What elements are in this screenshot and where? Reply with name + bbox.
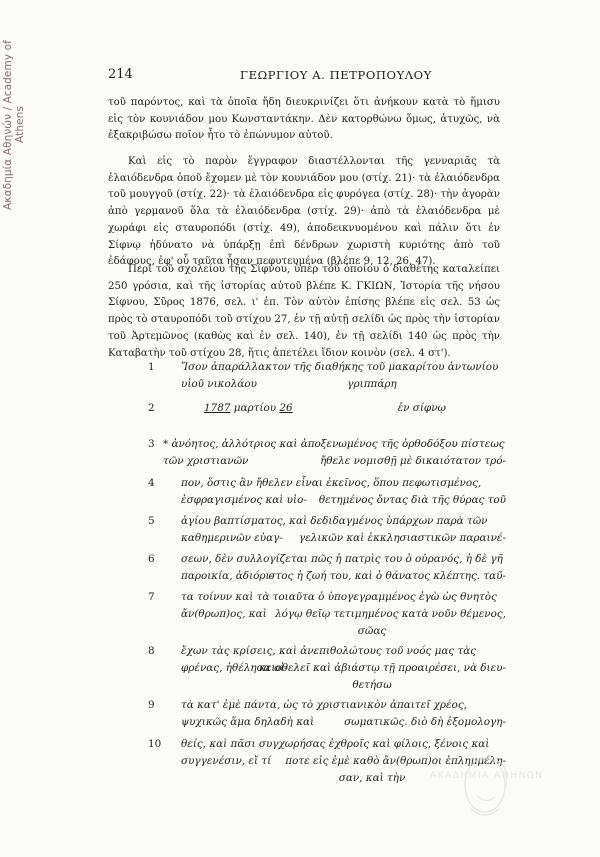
line-continuation: γελικῶν καὶ ἐκκλησιαστικῶν παραινέ- [298,532,506,544]
line-number: 3 [148,438,155,450]
line-continuation-2: σῶας [357,625,387,637]
paragraph-2 [108,154,500,271]
paragraph-text: Περὶ τοῦ σχολείου τῆς Σίφνου, ὑπὲρ τοῦ ὁποίου ὁ διαθέτης καταλείπει 250 γρόσια, καὶ τῆς ἱστορίας αὐτοῦ βλέπε Κ. ΓΚΙΩΝ, Ἱστορία τῆς νήσου Σίφνου, Σῦρος 1876, σελ. ι' ἐπ. Τὸν αὐτὸν ἐπίσης βλέπε εἰς σελ. 53 ὡς πρὸς τὸ σταυροπόδι τοῦ στίχου 27, ἐν τῇ αὐτῇ σελίδι ὡς πρὸς τὴν ἱστορίαν τοῦ Ἀρτεμῶνος (καθὼς καὶ ἐν σελ. 140), ἐν τῇ σελίδι 140 ὡς πρὸς τὴν Καταβατὴν τοῦ στίχου 28, ἥτις ἀπετέλει ἴδιον κοινὸν (σελ. 4 στ'). [108,264,500,359]
line-text: τα τοίνυν καὶ τὰ τοιαῦτα ὁ ὑπογεγραμμένος ἐγὼ ὡς θνητὸς ἄν(θρωπ)ος, καὶ [181,591,497,620]
document-line-7 [108,589,506,643]
line-text: σεων, δὲν συλλογίζεται πῶς ἡ πατρὶς του ὁ οὐρανός, ἡ δὲ γῆ παροικία, ἀδιόρι- [181,553,503,582]
line-text: πον, ὅστις ἂν ἤθελεν εἶναι ἐκεῖνος, ὅπου πεφωτισμένος, ἐσφραγισμένος καὶ υἱο- [181,477,482,506]
line-number: 8 [148,645,155,657]
line-continuation: σωματικῶς. διὸ δὴ ἐξομολογη- [344,716,506,728]
date-place: ἐν σίφνῳ [397,402,446,414]
academy-watermark [385,745,585,825]
date-day: 26 [279,402,293,414]
date-month: μαρτίου [233,402,277,414]
line-text: τὰ κατ' ἐμὲ πάντα, ὡς τὸ χριστιανικὸν ἀπαιτεῖ χρέος, ψυχικῶς ἅμα δηλαδὴ καὶ [181,699,467,728]
line-number: 7 [148,591,155,603]
line-continuation: γριππάρη [347,378,397,390]
paragraph-text: τοῦ παρόντος, καὶ τὰ ὁποῖα ἤδη διευκρινίζει ὅτι ἀνήκουν κατὰ τὸ ἥμισυ εἰς τὸν κουνιάδον μου Κωνσταντάκην. Δὲν κατορθώνω ὅμως, ἀτυχῶς, νὰ ἐξακριβώσω ποῖον ἦτο τὸ ἐπώνυμον αὐτοῦ. [108,97,500,142]
date-line [204,400,506,417]
archive-side-label: Ακαδημία Αθηνών / Academy of Athens [2,40,26,210]
line-number: 10 [148,738,162,750]
document-line-6 [108,551,506,587]
line-text: Ἴσον ἀπαράλλακτον τῆς διαθήκης τοῦ μακαρίτου ἀντωνίου υἱοῦ νικολάου [181,361,499,390]
document-line-5 [108,513,506,549]
line-number: 5 [148,515,155,527]
watermark-text: ΑΚΑΔΗΜΙΑ ΑΘΗΝΩΝ [430,771,544,781]
line-number: 9 [148,699,155,711]
line-continuation: λόγῳ θεῖῳ τετιμημένος κατὰ νοῦν θέμενος, [275,608,506,620]
line-continuation: ἤθελε νομισθῇ μὲ δικαιότατον τρό- [320,455,506,467]
line-text: ἁγίου βαπτίσματος, καὶ δεδιδαγμένος ὑπάρχων παρὰ τῶν καθημερινῶν εὐαγ- [181,515,488,544]
document-line-2 [108,400,506,420]
line-number: 6 [148,553,155,565]
document-line-9 [108,697,506,733]
line-text: * ἀνόητος, ἀλλότριος καὶ ἀποξενωμένος τῆς ὀρθοδόξου πίστεως τῶν χριστιανῶν [163,438,505,467]
line-text: ἔχων τὰς κρίσεις, καὶ ἀνεπιθολώτους τοῦ νοός μας τὰς φρένας, ἠθέλησα οἰ- [181,645,477,674]
date-year: 1787 [204,402,231,414]
line-continuation: ποτε εἰς ἐμὲ καθὸ ἄν(θρωπ)οι ἐπλημμέλη- [285,755,506,767]
line-number: 1 [148,361,155,373]
document-line-1 [108,359,506,395]
line-continuation: κειοθελεῖ καὶ ἀβιάστῳ τῇ προαιρέσει, νὰ διευ- [259,662,506,674]
line-continuation: θετημένος ὄντας διὰ τῆς θύρας τοῦ [318,494,506,506]
paragraph-text: Καὶ εἰς τὸ παρὸν ἔγγραφον διαστέλλονται τῆς γενναριᾶς τὰ ἐλαιόδενδρα ὁποῦ ἔχομεν μὲ τὸν κουνιάδον μου (στίχ. 21)· τὰ ἐλαιόδενδρα τοῦ μουγγοῦ (στίχ. 22)· τὰ ἐλαιόδενδρα εἰς φυρόγεα (στίχ. 28)· τὴν ἀγορὰν ἀπὸ γερμανοῦ ὅλα τὰ ἐλαιόδενδρα (στίχ. 29)· ἀπὸ τὰ ἐλαιόδενδρα μὲ χωράφι εἰς σταυροπόδι (στίχ. 49), ἀποδεικνυομένου καὶ πάλιν ὅτι ἐν Σίφνῳ ἠδύνατο νὰ ὑπάρξῃ ἐπὶ δένδρων χωριστὴ κυριότης ἀπὸ τοῦ ἐδάφους, ἐφ' οὗ ταῦτα ἦσαν πεφυτευμένα (βλέπε 9, 12, 26, 47). [108,156,500,268]
page-number: 214 [108,67,133,82]
running-head: ΓΕΩΡΓΙΟΥ Α. ΠΕΤΡΟΠΟΥΛΟΥ [240,68,432,82]
line-continuation-2: θετήσω [352,679,392,691]
paragraph-1 [108,95,500,145]
document-line-4 [108,475,506,511]
paragraph-3 [108,262,500,362]
line-continuation-2: σαν, καὶ τὴν [338,772,406,784]
document-line-3 [108,436,506,472]
line-text: θείς, καὶ πᾶσι συγχωρήσας ἐχθροῖς καὶ φίλοις, ξένοις καὶ συγγενέσιν, εἴ τί [181,738,490,767]
line-number: 2 [148,402,155,414]
line-number: 4 [148,477,155,489]
line-continuation: στος ἡ ζωή του, καὶ ὁ θάνατος κλέπτης. ταῦ- [268,570,506,582]
document-line-8 [108,643,506,697]
athena-head-icon [385,745,585,825]
